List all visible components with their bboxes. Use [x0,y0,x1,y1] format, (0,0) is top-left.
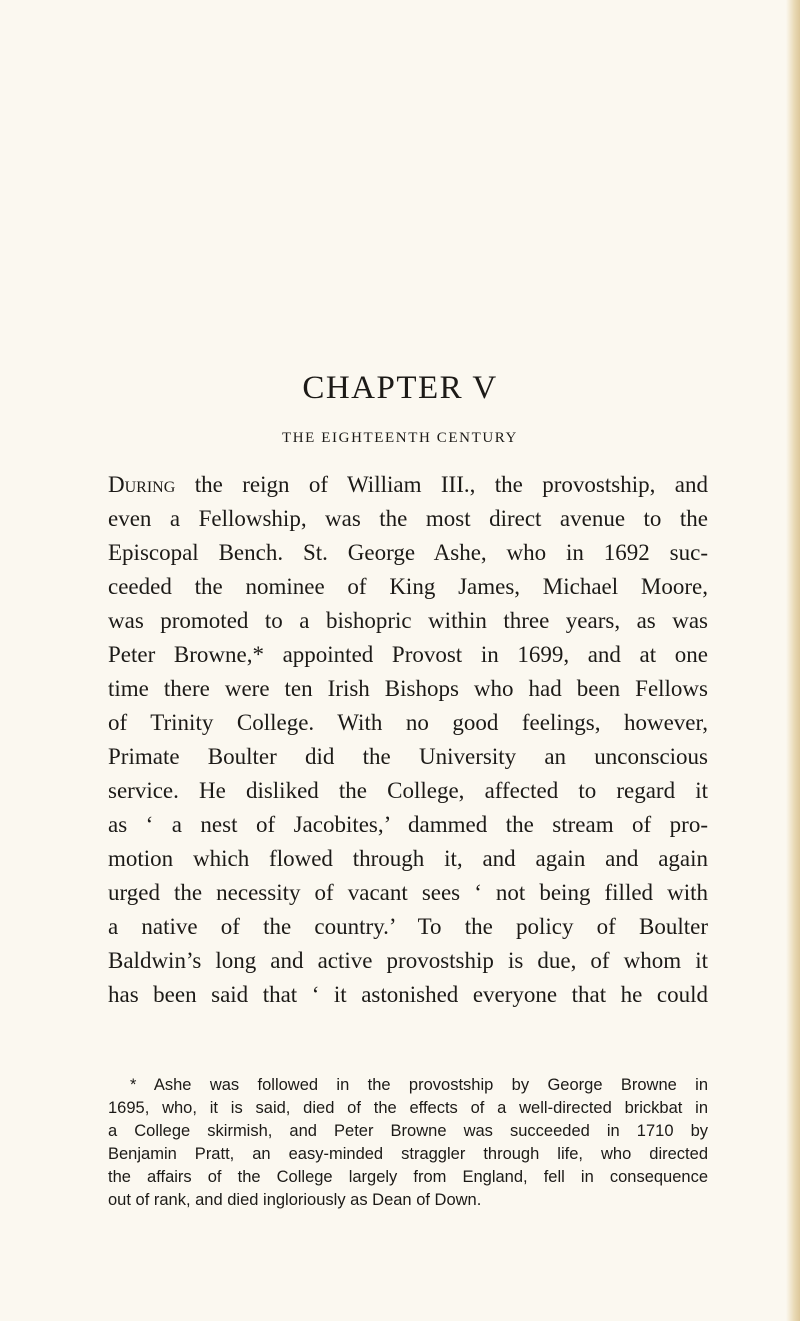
footnote-line: 1695, who, it is said, died of the effects of a well-directed brickbat in [108,1099,708,1117]
chapter-title: CHAPTER V [302,370,498,406]
body-line: urged the necessity of vacant sees ‘ not being filled with [108,880,708,905]
body-line: was promoted to a bishopric within three years, as was [108,608,708,633]
body-line: even a Fellowship, was the most direct avenue to the [108,506,708,531]
body-line: motion which flowed through it, and again and again [108,846,708,871]
footnote [108,1074,708,1212]
body-line: Baldwin’s long and active provostship is due, of whom it [108,948,708,973]
body-line: of Trinity College. With no good feelings, however, [108,710,708,735]
body-line: Peter Browne,* appointed Provost in 1699, and at one [108,642,708,667]
footnote-line: out of rank, and died ingloriously as Dean of Down. [108,1191,482,1209]
body-line: as ‘ a nest of Jacobites,’ dammed the stream of pro- [108,812,708,837]
body-line: Episcopal Bench. St. George Ashe, who in 1692 suc- [108,540,708,565]
body-line: has been said that ‘ it astonished everyone that he could [108,982,708,1007]
footnote-line: the affairs of the College largely from England, fell in consequence [108,1168,708,1186]
body-line: time there were ten Irish Bishops who had been Fellows [108,676,708,701]
body-line: Primate Boulter did the University an unconscious [108,744,708,769]
body-line-text: the reign of William III., the provostship, and [175,472,708,497]
lead-word: During [108,472,176,497]
chapter-subtitle: THE EIGHTEENTH CENTURY [281,430,518,446]
body-line: ceeded the nominee of King James, Michael Moore, [108,574,708,599]
body-line [108,468,708,502]
body-line: service. He disliked the College, affected to regard it [108,778,708,803]
page-edge-shadow [786,0,800,1321]
footnote-line: * Ashe was followed in the provostship by George Browne in [130,1076,708,1094]
footnote-line: Benjamin Pratt, an easy-minded straggler through life, who directed [108,1145,708,1163]
footnote-line: a College skirmish, and Peter Browne was succeeded in 1710 by [108,1122,708,1140]
body-paragraph [108,468,708,1012]
body-line: a native of the country.’ To the policy of Boulter [108,914,708,939]
